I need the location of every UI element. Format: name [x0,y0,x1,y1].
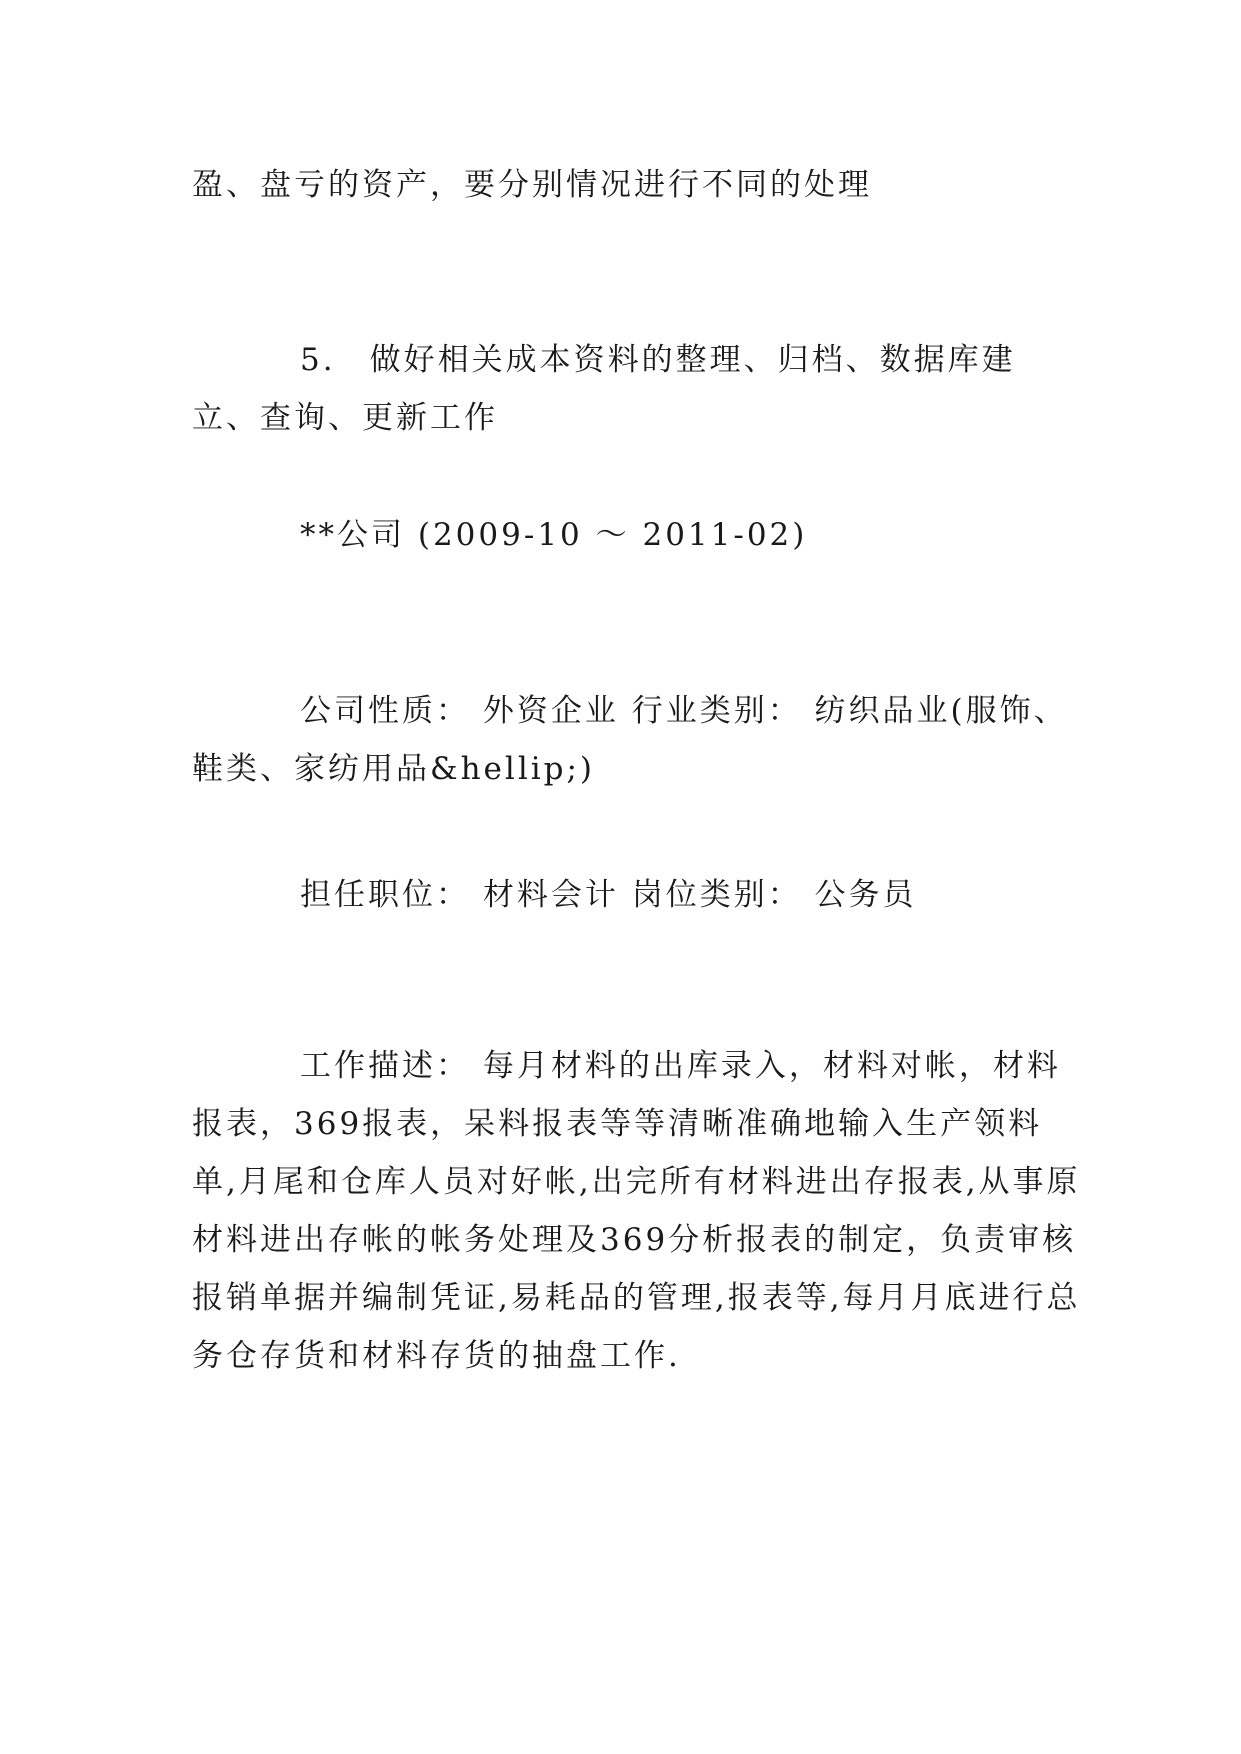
paragraph-item-5-cost-data: 5. 做好相关成本资料的整理、归档、数据库建立、查询、更新工作 [192,342,1016,436]
paragraph-job-description: 工作描述： 每月材料的出库录入，材料对帐，材料报表，369报表，呆料报表等等清晰准确地输入生产领料单,月尾和仓库人员对好帐,出完所有材料进出存报表,从事原材料进出存帐的帐务处理及369分析报表的制定，负责审核报销单据并编制凭证,易耗品的管理,报表等,每月月底进行总务仓存货和材料存货的抽盘工作. [192,1048,1081,1374]
paragraph-company-nature: 公司性质： 外资企业 行业类别： 纺织品业(服饰、鞋类、家纺用品&hellip;) [192,693,1068,787]
paragraph-company-period: **公司 (2009-10 ～ 2011-02) [300,517,808,553]
paragraph-asset-handling: 盈、盘亏的资产，要分别情况进行不同的处理 [192,167,872,203]
paragraph-position: 担任职位： 材料会计 岗位类别： 公务员 [300,877,917,913]
